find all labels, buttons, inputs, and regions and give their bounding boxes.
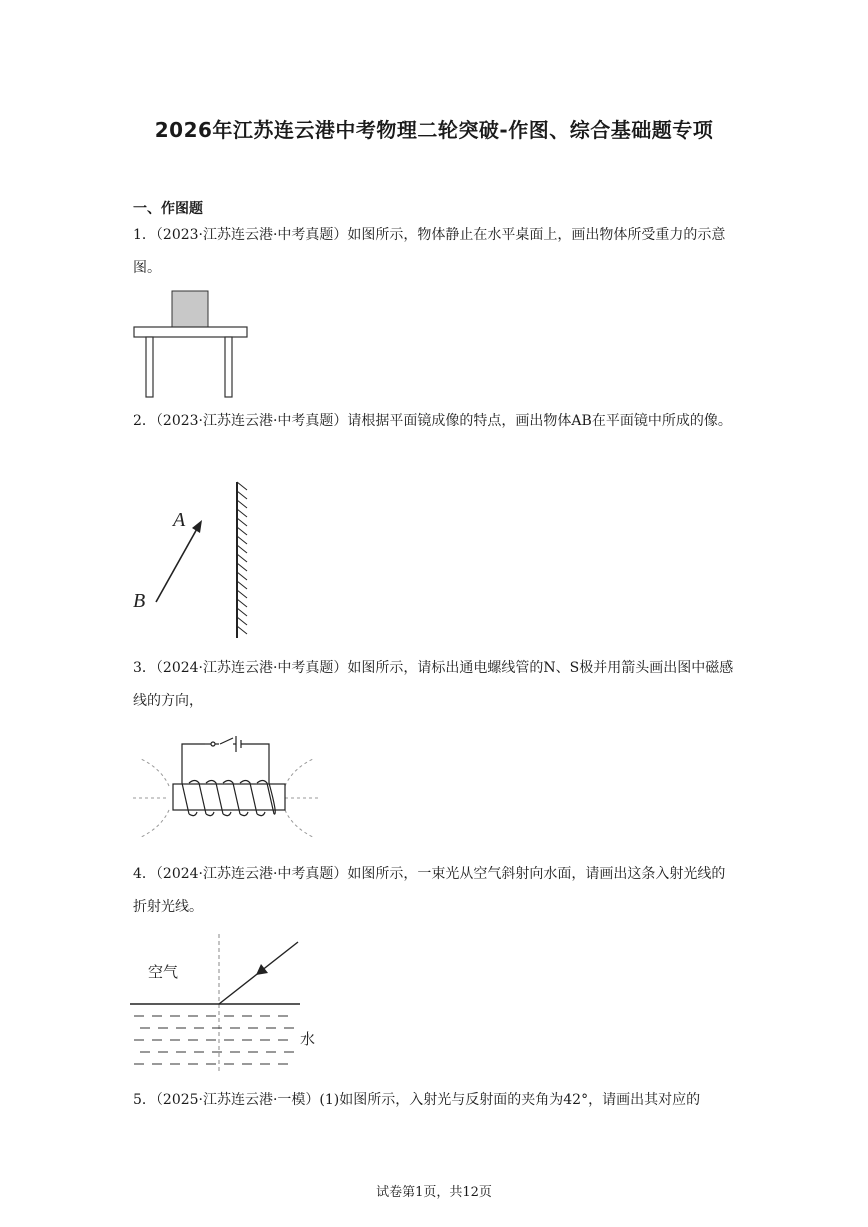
page-title: 2026年江苏连云港中考物理二轮突破-作图、综合基础题专项 — [154, 118, 714, 142]
question-5: 5．（2025·江苏连云港·一模）(1)如图所示，入射光与反射面的夹角为42°，请画出其对应的 — [133, 1092, 701, 1108]
section-heading: 一、作图题 — [133, 201, 203, 217]
figure-plane-mirror — [130, 478, 255, 643]
water-label: 水 — [300, 1032, 316, 1048]
page-footer: 试卷第1页，共12页 — [376, 1185, 492, 1200]
figure-table-block — [130, 288, 252, 400]
label-a: A — [173, 509, 186, 531]
figure-solenoid — [133, 728, 323, 843]
figure-refraction — [130, 932, 325, 1074]
label-b: B — [133, 590, 146, 612]
question-1: 1．（2023·江苏连云港·中考真题）如图所示，物体静止在水平桌面上，画出物体所受重力的示意图。 — [133, 227, 726, 276]
question-3: 3．（2024·江苏连云港·中考真题）如图所示，请标出通电螺线管的N、S极并用箭头画出图中磁感线的方向， — [133, 660, 734, 709]
question-4: 4．（2024·江苏连云港·中考真题）如图所示，一束光从空气斜射向水面，请画出这条入射光线的折射光线。 — [133, 866, 726, 915]
air-label: 空气 — [148, 965, 179, 981]
question-2: 2．（2023·江苏连云港·中考真题）请根据平面镜成像的特点，画出物体AB在平面镜中所成的像。 — [133, 413, 732, 429]
